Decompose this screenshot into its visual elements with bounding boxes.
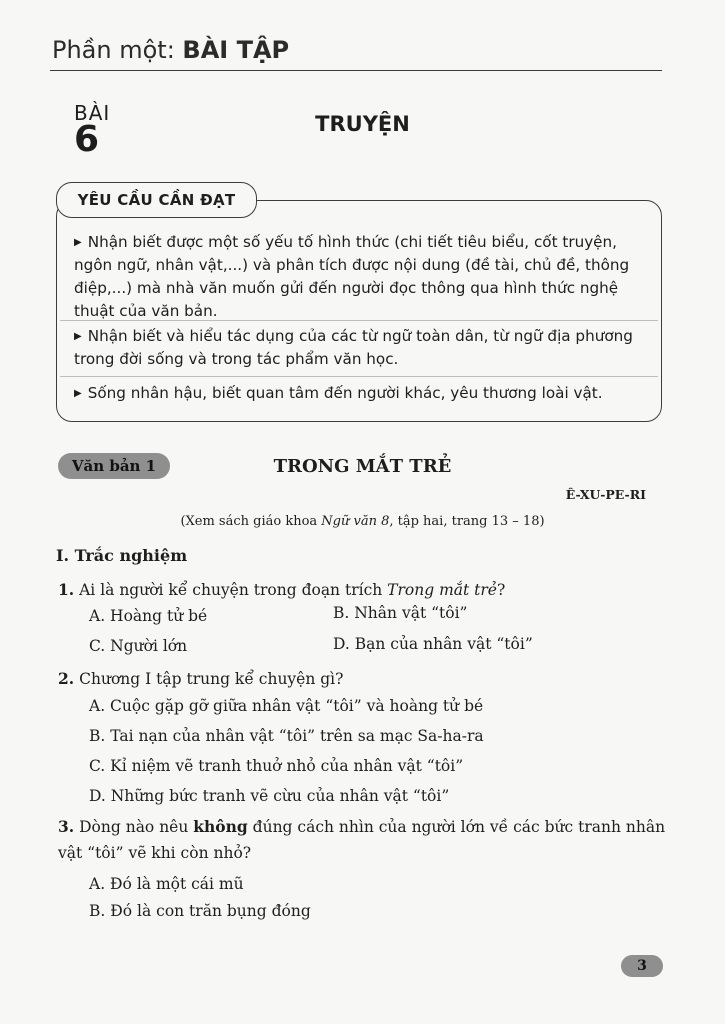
requirement-item: ▶ Sống nhân hậu, biết quan tâm đến người khác, yêu thương loài vật. bbox=[74, 384, 603, 402]
page-number: 3 bbox=[621, 955, 663, 977]
answer-option[interactable]: C. Kỉ niệm vẽ tranh thuở nhỏ của nhân vật “tôi” bbox=[89, 757, 464, 775]
requirement-divider bbox=[60, 376, 658, 377]
answer-option[interactable]: A. Đó là một cái mũ bbox=[89, 875, 244, 893]
part-header bbox=[52, 36, 289, 64]
lesson-label: BÀI bbox=[74, 101, 111, 125]
requirement-item: ▶ Nhận biết và hiểu tác dụng của các từ ngữ toàn dân, từ ngữ địa phương trong đời sống và trong tác phẩm văn học. bbox=[74, 327, 633, 368]
part-title: BÀI TẬP bbox=[182, 36, 290, 64]
answer-option[interactable]: B. Nhân vật “tôi” bbox=[333, 604, 468, 622]
bullet-icon: ▶ bbox=[74, 331, 82, 342]
question-1: 1. Ai là người kể chuyện trong đoạn trích Trong mắt trẻ? bbox=[58, 580, 506, 599]
answer-option[interactable]: A. Hoàng tử bé bbox=[89, 607, 208, 625]
answer-option[interactable]: D. Những bức tranh vẽ cừu của nhân vật “tôi” bbox=[89, 787, 450, 805]
requirement-divider bbox=[60, 320, 658, 321]
bullet-icon: ▶ bbox=[74, 388, 82, 399]
answer-option[interactable]: A. Cuộc gặp gỡ giữa nhân vật “tôi” và hoàng tử bé bbox=[89, 697, 484, 715]
bullet-icon: ▶ bbox=[74, 237, 82, 248]
requirements-heading: YÊU CẦU CẦN ĐẠT bbox=[56, 182, 257, 218]
requirement-item: ▶ Nhận biết được một số yếu tố hình thức (chi tiết tiêu biểu, cốt truyện, ngôn ngữ, nhân vật,...) và phân tích được nội dung (đề tài, chủ đề, thông điệp,...) mà nhà văn muốn gửi đến người đọc thông qua hình thức nghệ thuật của văn bản. bbox=[74, 233, 630, 320]
answer-option[interactable]: D. Bạn của nhân vật “tôi” bbox=[333, 635, 533, 653]
section-heading: I. Trắc nghiệm bbox=[56, 546, 188, 565]
author: Ê-XU-PE-RI bbox=[565, 487, 646, 502]
answer-option[interactable]: C. Người lớn bbox=[89, 637, 188, 655]
question-3: 3. Dòng nào nêu không đúng cách nhìn của người lớn về các bức tranh nhân vật “tôi” vẽ khi còn nhỏ? bbox=[58, 817, 666, 862]
lesson-number: 6 bbox=[74, 119, 100, 160]
question-2: 2. Chương I tập trung kể chuyện gì? bbox=[58, 669, 344, 688]
answer-option[interactable]: B. Đó là con trăn bụng đóng bbox=[89, 902, 311, 920]
part-prefix: Phần một: bbox=[52, 36, 183, 64]
text-label: Văn bản 1 bbox=[58, 453, 170, 479]
header-divider bbox=[50, 70, 662, 71]
text-title: TRONG MẮT TRẺ bbox=[273, 456, 452, 477]
answer-option[interactable]: B. Tai nạn của nhân vật “tôi” trên sa mạc Sa-ha-ra bbox=[89, 727, 484, 745]
lesson-title: TRUYỆN bbox=[315, 112, 410, 136]
textbook-reference: (Xem sách giáo khoa Ngữ văn 8, tập hai, trang 13 – 18) bbox=[180, 514, 545, 529]
